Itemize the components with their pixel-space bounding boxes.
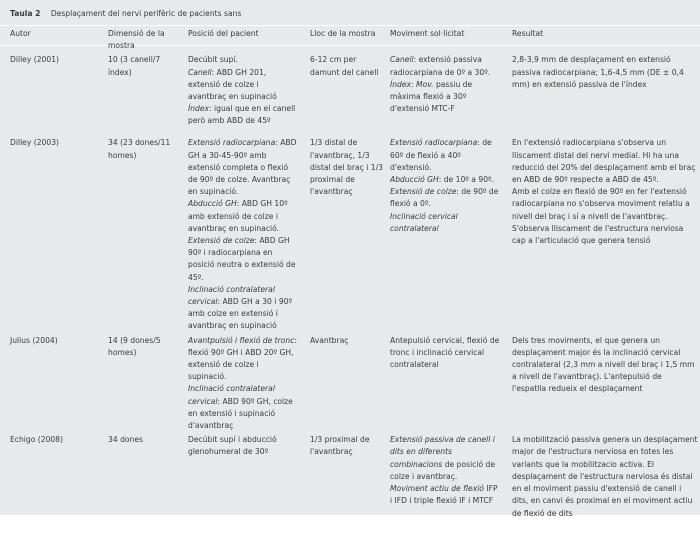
cell-text: : de 90º de flexió a 0º. <box>390 187 499 209</box>
cell-text: 2,8-3,9 mm de desplaçament en extensió passiva radiocarpiana; 1,6-4,5 mm (DE ± 0,4 mm) en extensió passiva de l'índex <box>512 55 684 89</box>
cell-movement <box>390 52 502 135</box>
italic-text: Moviment actiu de flexió <box>390 484 484 494</box>
italic-text: Extensió radiocarpiana <box>188 138 276 148</box>
cell-paragraph <box>188 67 300 104</box>
italic-text: Canell <box>188 67 212 77</box>
cell-paragraph <box>10 54 98 66</box>
cell-text: de posició de colze i avantbraç. <box>390 459 496 481</box>
cell-paragraph <box>188 137 300 198</box>
cell-paragraph <box>390 174 502 186</box>
cell-text: : de 10º a 90º. <box>438 175 495 185</box>
cell-paragraph <box>390 335 502 372</box>
cell-patient-position <box>188 52 300 135</box>
cell-text: : ABD GH 90º i radiocarpiana en posició neutra o extensió de 45º. <box>188 236 296 282</box>
italic-text: Avantpulsió i flexió de tronc <box>188 335 295 345</box>
cell-movement <box>390 333 502 433</box>
cell-paragraph <box>390 79 502 116</box>
cell-paragraph <box>512 54 700 91</box>
divider <box>0 25 700 26</box>
header-sample-site: Lloc de la mostra <box>310 29 376 38</box>
cell-text: : extensió passiva radiocarpiana de 0º a 30º. <box>390 55 491 77</box>
cell-text: Echigo (2008) <box>10 435 64 445</box>
cell-text: Antepulsió cervical, flexió de tronc i inclinació cervical contralateral <box>390 335 500 370</box>
italic-text: Índex <box>188 104 210 114</box>
cell-paragraph <box>108 137 188 161</box>
cell-paragraph <box>188 103 300 127</box>
cell-paragraph <box>108 335 188 359</box>
cell-sample-size <box>98 135 188 332</box>
cell-paragraph <box>390 186 502 210</box>
cell-paragraph <box>188 235 300 284</box>
cell-patient-position <box>188 333 300 433</box>
cell-author <box>0 52 98 135</box>
header-row <box>0 28 700 52</box>
cell-text: : ABD GH 201, extensió de colze i avantbraç en supinació <box>188 67 277 102</box>
cell-text: 14 (9 dones/5 homes) <box>108 335 161 357</box>
cell-sample-site <box>300 432 390 542</box>
cell-paragraph <box>310 54 390 78</box>
cell-text: La mobilització passiva genera un desplaçament major de l'estructura nerviosa en totes les variants que la mobilitzacio activa. El desplaçament de l'estructura nerviosa és distal en el moviment passiu d'extensió de canell i dits, en canvi és proximal en el moviment actiu de flexió de dits <box>512 435 698 518</box>
cell-paragraph <box>512 434 700 519</box>
header-author: Autor <box>10 29 31 38</box>
cell-author <box>0 135 98 332</box>
cell-text: S'observa lliscament de l'estructura nerviosa cap a l'articulació que genera tensió <box>512 223 684 246</box>
cell-paragraph <box>108 434 188 446</box>
cell-paragraph <box>10 137 98 149</box>
cell-paragraph <box>310 137 390 198</box>
cell-movement <box>390 432 502 542</box>
cell-author <box>0 432 98 542</box>
italic-text: Extensió passiva de canell i dits en diferents combinacions <box>390 435 495 469</box>
italic-text: Índex <box>390 79 412 89</box>
italic-text: Mov. <box>416 79 434 89</box>
table-row <box>0 135 700 332</box>
cell-text: Julius (2004) <box>10 335 58 345</box>
table-body <box>0 52 700 542</box>
cell-text: Dilley (2001) <box>10 55 60 65</box>
cell-paragraph <box>390 434 502 483</box>
cell-result <box>502 52 700 135</box>
italic-text: Extensió de colze <box>188 236 255 246</box>
table-title: Desplaçament del nervi perifèric de pacients sans <box>50 9 242 18</box>
italic-text: Inclinació contralateral cervical <box>188 284 275 307</box>
table-row <box>0 432 700 542</box>
cell-paragraph <box>512 223 700 247</box>
cell-text: : flexió 90º GH i ABD 20º GH, extensió de colze i supinació. <box>188 335 297 382</box>
cell-text: Decúbit supí. <box>188 55 238 65</box>
cell-paragraph <box>108 54 188 78</box>
cell-sample-size <box>98 432 188 542</box>
cell-paragraph <box>390 483 502 507</box>
cell-patient-position <box>188 135 300 332</box>
table-caption <box>10 8 241 24</box>
cell-paragraph <box>188 335 300 384</box>
cell-sample-site <box>300 52 390 135</box>
cell-text: : igual que en el canell però amb ABD de 45º <box>188 104 296 126</box>
header-result: Resultat <box>512 29 544 38</box>
cell-text: Dilley (2003) <box>10 138 60 148</box>
cell-paragraph <box>188 284 300 333</box>
cell-text: 6-12 cm per damunt del canell <box>310 55 379 77</box>
cell-text: Dels tres moviments, el que genera un desplaçament major és la inclinació cervical contralateral (2,3 mm a nivell del braç i 1,5 mm a nivell de l'avantbraç). L'antepulsió de l'espatlla redueix el desplaçament <box>512 335 695 394</box>
cell-paragraph <box>188 198 300 235</box>
cell-author <box>0 333 98 433</box>
data-table <box>0 28 700 542</box>
italic-text: Extensió de colze <box>390 187 457 197</box>
cell-text: Amb el colze en flexió de 90º en fer l'extensió radiocarpiana no s'observa moviment relatiu a nivell del braç i sí a nivell de l'avantbraç. <box>512 187 690 221</box>
cell-text: : de 60º de flexió a 40º d'extensió. <box>390 138 492 172</box>
italic-text: Inclinació contralateral cervical <box>188 384 275 406</box>
cell-paragraph <box>188 434 300 458</box>
cell-paragraph <box>512 335 700 396</box>
cell-sample-site <box>300 333 390 433</box>
cell-text: 1/3 distal de l'avantbraç, 1/3 distal del braç i 1/3 proximal de l'avantbraç <box>310 138 383 197</box>
cell-paragraph <box>390 54 502 78</box>
cell-text: : ABD GH 10º amb extensió de colze i avantbraç en supinació. <box>188 199 288 233</box>
cell-paragraph <box>390 137 502 174</box>
table-row <box>0 52 700 135</box>
cell-text: 1/3 proximal de l'avantbraç <box>310 435 370 457</box>
cell-text: En l'extensió radiocarpiana s'observa un lliscament distal del nervi medial. Hi ha una reducció del 20% del desplaçament amb el braç en ABD de 90º respecte a ABD de 45º. <box>512 138 696 185</box>
cell-paragraph <box>10 335 98 347</box>
cell-text: 34 dones <box>108 435 143 445</box>
cell-text: : <box>411 79 417 89</box>
cell-sample-site <box>300 135 390 332</box>
header-movement: Moviment sol·licitat <box>390 29 465 38</box>
cell-text: passiu de màxima flexió a 30º d'extensió MTC-F <box>390 79 473 114</box>
cell-sample-size <box>98 52 188 135</box>
cell-text: Decúbit supí i abducció glenohumeral de 30º <box>188 435 277 457</box>
cell-text: : ABD GH a 30-45-90º amb extensió completa o flexió de 90º de colze. Avantbraç en supinació. <box>188 138 297 197</box>
header-sample-size: Dimensió de la mostra <box>108 29 165 51</box>
cell-paragraph <box>10 434 98 446</box>
cell-text: 10 (3 canell/7 índex) <box>108 55 161 77</box>
cell-patient-position <box>188 432 300 542</box>
table-label: Taula 2 <box>10 9 41 18</box>
table-row <box>0 333 700 433</box>
cell-movement <box>390 135 502 332</box>
cell-paragraph <box>512 137 700 186</box>
cell-text: : ABD GH a 30 i 90º amb colze en extensió i avantbraç en supinació <box>188 297 293 331</box>
cell-text: : ABD 90º GH, colze en extensió i supinació d'avantbraç <box>188 396 293 431</box>
cell-result <box>502 432 700 542</box>
italic-text: Abducció GH <box>390 175 439 185</box>
italic-text: Inclinació cervical contralateral <box>390 211 458 233</box>
cell-text: IFP i IFD i triple flexió IF i MTCF <box>390 484 498 506</box>
italic-text: Extensió radiocarpiana <box>390 138 478 148</box>
cell-result <box>502 135 700 332</box>
cell-paragraph <box>188 383 300 432</box>
cell-paragraph <box>390 211 502 235</box>
cell-paragraph <box>512 186 700 223</box>
italic-text: Canell <box>390 55 414 65</box>
header-patient-position: Posició del pacient <box>188 29 259 38</box>
cell-sample-size <box>98 333 188 433</box>
cell-text: Avantbraç <box>310 335 349 345</box>
cell-text: 34 (23 dones/11 homes) <box>108 138 171 160</box>
cell-paragraph <box>310 434 390 458</box>
cell-result <box>502 333 700 433</box>
cell-paragraph <box>188 54 300 66</box>
italic-text: Abducció GH <box>188 199 237 209</box>
cell-paragraph <box>310 335 390 347</box>
